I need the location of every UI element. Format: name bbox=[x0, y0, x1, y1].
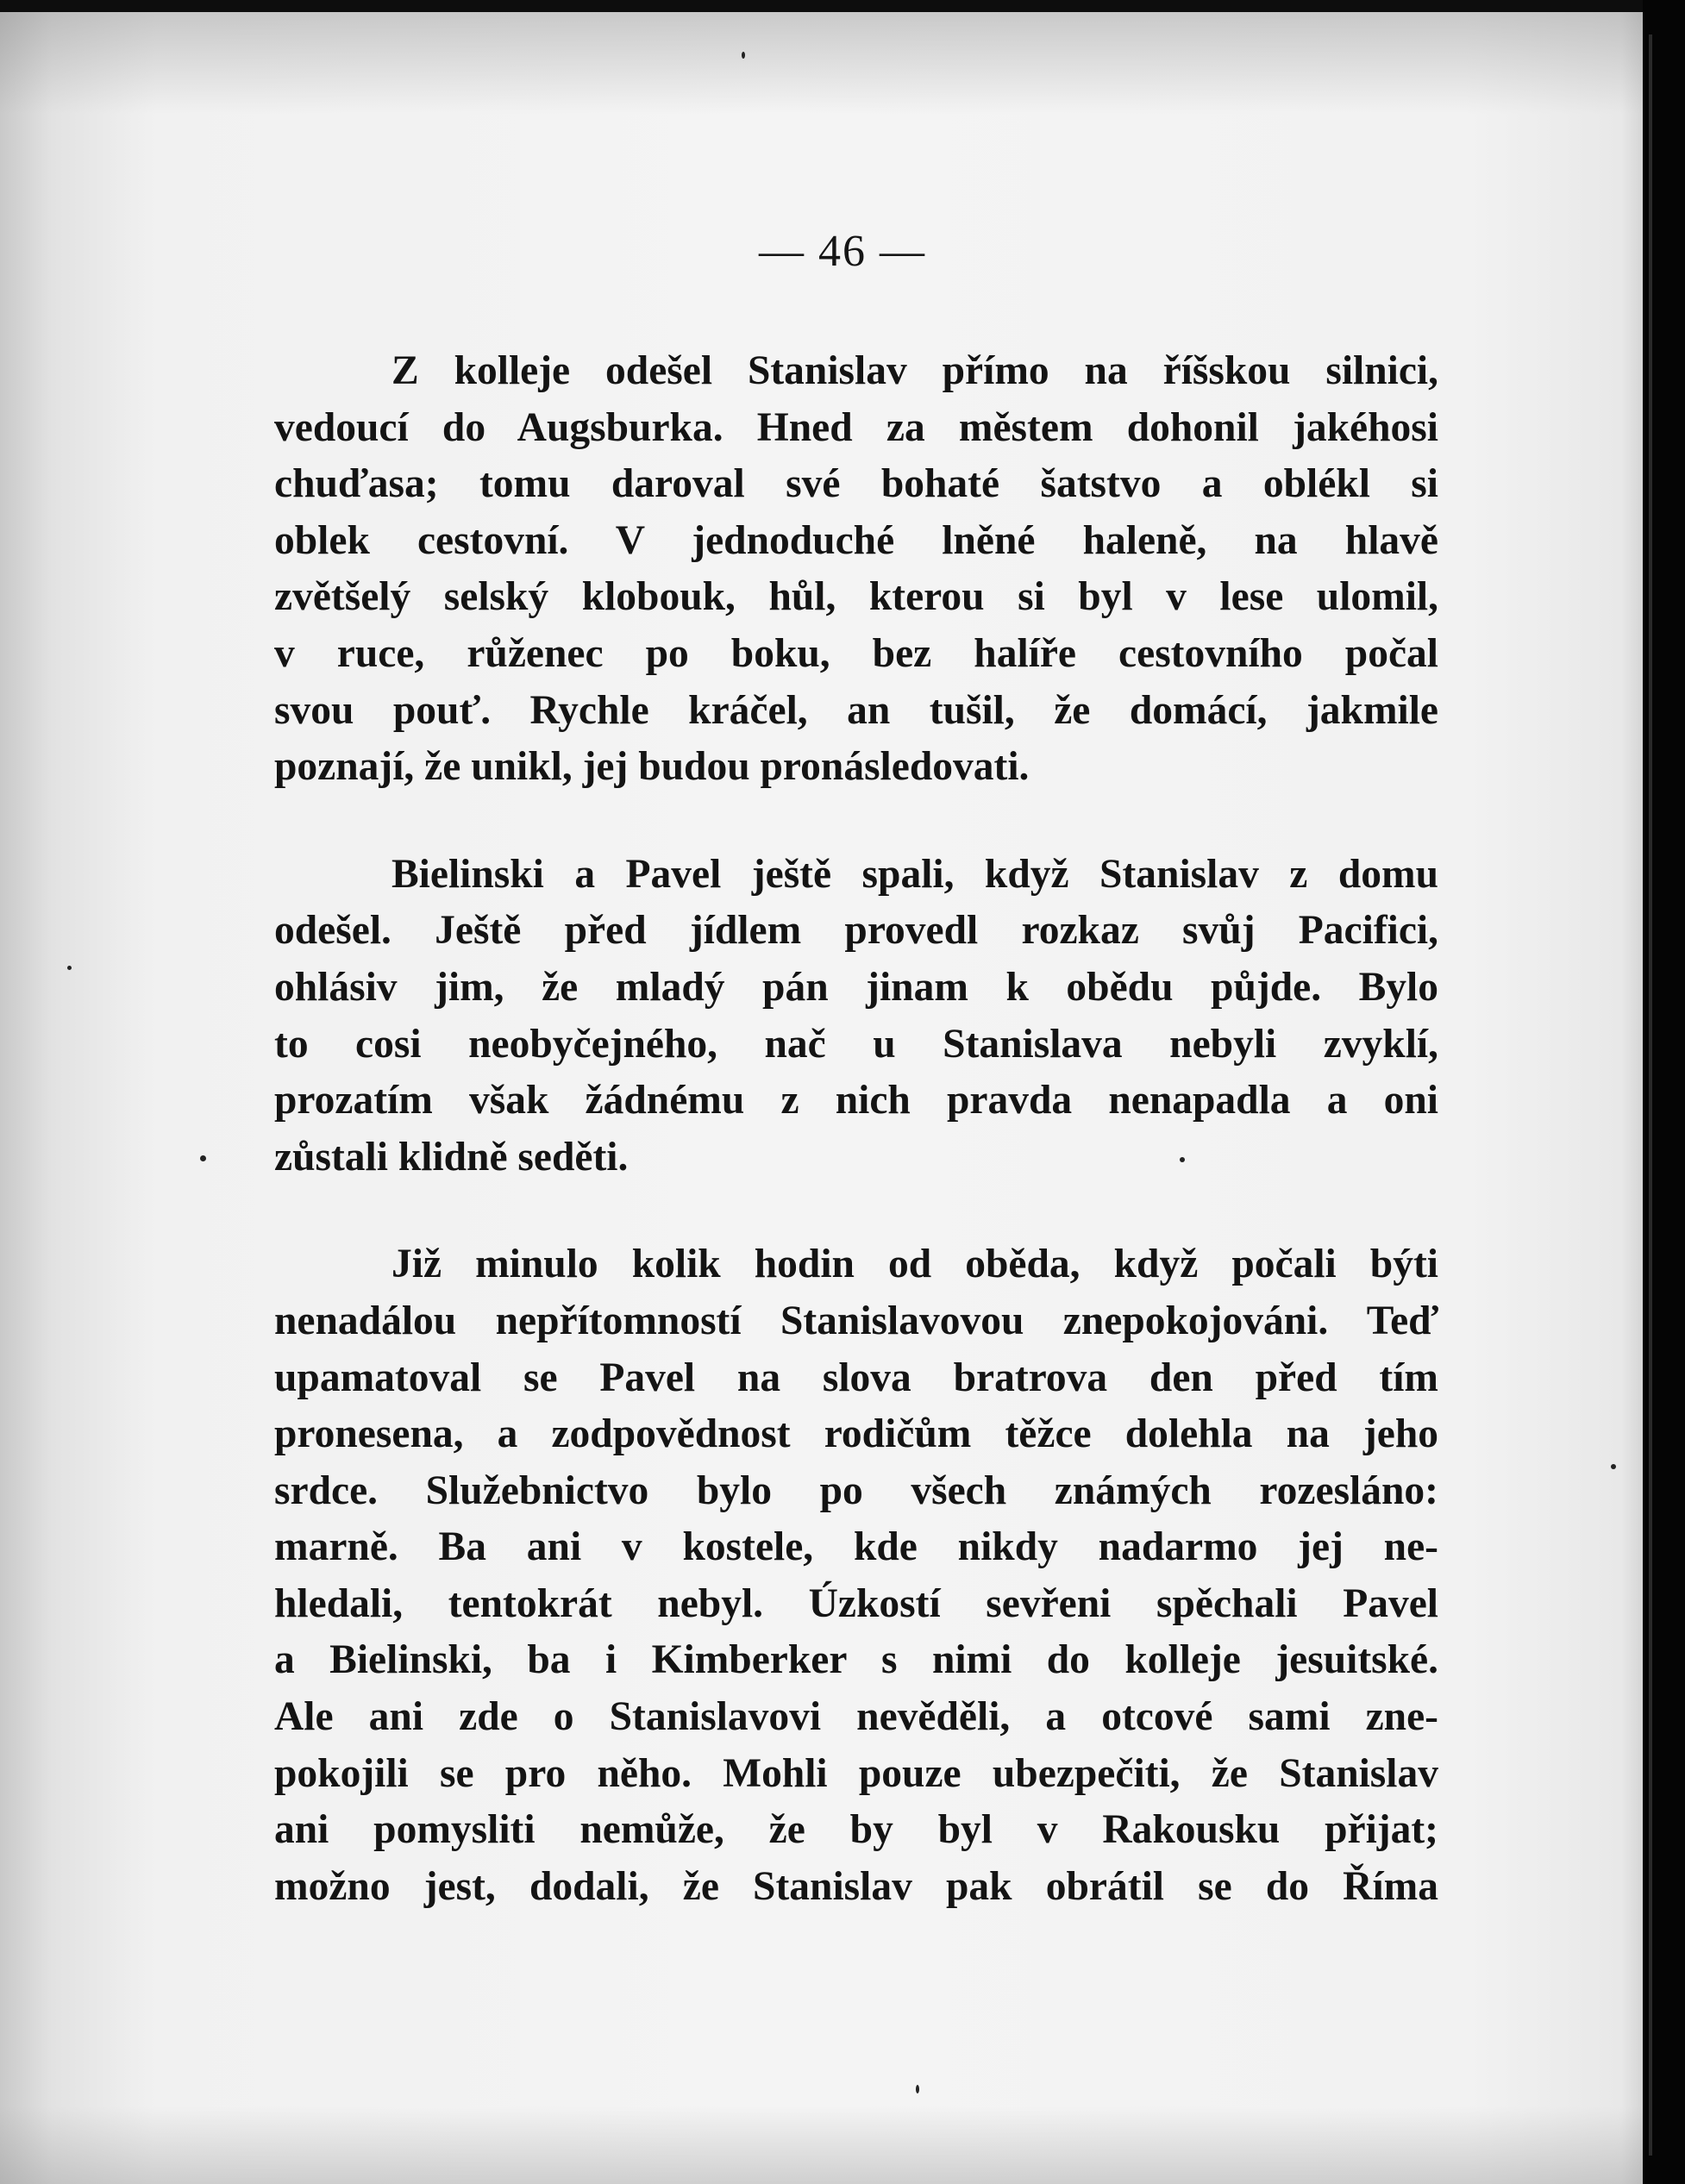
paragraph-2 bbox=[274, 847, 1438, 1186]
paper-speck bbox=[742, 52, 745, 59]
text-line: chuďasa; tomu daroval své bohaté šatstvo a oblékl si bbox=[274, 461, 1438, 507]
text-line: poznají, že unikl, jej budou pronásledovati. bbox=[274, 744, 1030, 790]
text-line: ani pomysliti nemůže, že by byl v Rakousku přijat; bbox=[274, 1807, 1438, 1853]
text-line: nenadálou nepřítomností Stanislavovou znepokojováni. Teď bbox=[274, 1298, 1438, 1343]
text-line: Již minulo kolik hodin od oběda, když počali býti bbox=[391, 1242, 1438, 1287]
text-line: prozatím však žádnému z nich pravda nenapadla a oni bbox=[274, 1078, 1438, 1123]
text-line: upamatoval se Pavel na slova bratrova den před tím bbox=[274, 1355, 1438, 1400]
body-text bbox=[274, 343, 1438, 1915]
paper-speck bbox=[200, 1155, 206, 1161]
text-line: svou pouť. Rychle kráčel, an tušil, že domácí, jakmile bbox=[274, 687, 1438, 733]
text-line: vedoucí do Augsburka. Hned za městem dohonil jakéhosi bbox=[274, 404, 1438, 450]
text-line: v ruce, růženec po boku, bez halíře cestovního počal bbox=[274, 630, 1438, 676]
page-number: — 46 — bbox=[759, 227, 926, 276]
text-line: oblek cestovní. V jednoduché lněné haleně, na hlavě bbox=[274, 517, 1438, 563]
text-line: srdce. Služebnictvo bylo po všech známých rozesláno: bbox=[274, 1467, 1438, 1513]
paper-speck bbox=[916, 2085, 919, 2093]
text-line: hledali, tentokrát nebyl. Úzkostí sevřeni spěchali Pavel bbox=[274, 1580, 1438, 1626]
next-page-edge bbox=[1649, 34, 1652, 2156]
text-line: to cosi neobyčejného, nač u Stanislava nebyli zvyklí, bbox=[274, 1021, 1438, 1067]
paragraph-1 bbox=[274, 343, 1438, 796]
text-line: ohlásiv jim, že mladý pán jinam k obědu půjde. Bylo bbox=[274, 964, 1438, 1010]
paper-speck bbox=[1611, 1464, 1616, 1469]
text-line: a Bielinski, ba i Kimberker s nimi do kolleje jesuitské. bbox=[274, 1637, 1438, 1683]
paragraph-3 bbox=[274, 1236, 1438, 1915]
paper-speck bbox=[67, 966, 72, 970]
text-line: Z kolleje odešel Stanislav přímo na říšskou silnici, bbox=[391, 348, 1438, 393]
text-line: odešel. Ještě před jídlem provedl rozkaz svůj Pacifici, bbox=[274, 908, 1438, 954]
text-line: pronesena, a zodpovědnost rodičům těžce dolehla na jeho bbox=[274, 1411, 1438, 1457]
text-line: Bielinski a Pavel ještě spali, když Stanislav z domu bbox=[391, 851, 1438, 897]
text-line: možno jest, dodali, že Stanislav pak obrátil se do Říma bbox=[274, 1863, 1438, 1909]
text-line: zvětšelý selský klobouk, hůl, kterou si byl v lese ulomil, bbox=[274, 574, 1438, 620]
text-line: zůstali klidně seděti. bbox=[274, 1134, 629, 1180]
text-line: pokojili se pro něho. Mohli pouze ubezpečiti, že Stanislav bbox=[274, 1750, 1438, 1796]
text-line: marně. Ba ani v kostele, kde nikdy nadarmo jej ne- bbox=[274, 1524, 1438, 1570]
top-border bbox=[0, 0, 1685, 12]
text-line: Ale ani zde o Stanislavovi nevěděli, a otcové sami zne- bbox=[274, 1694, 1438, 1740]
